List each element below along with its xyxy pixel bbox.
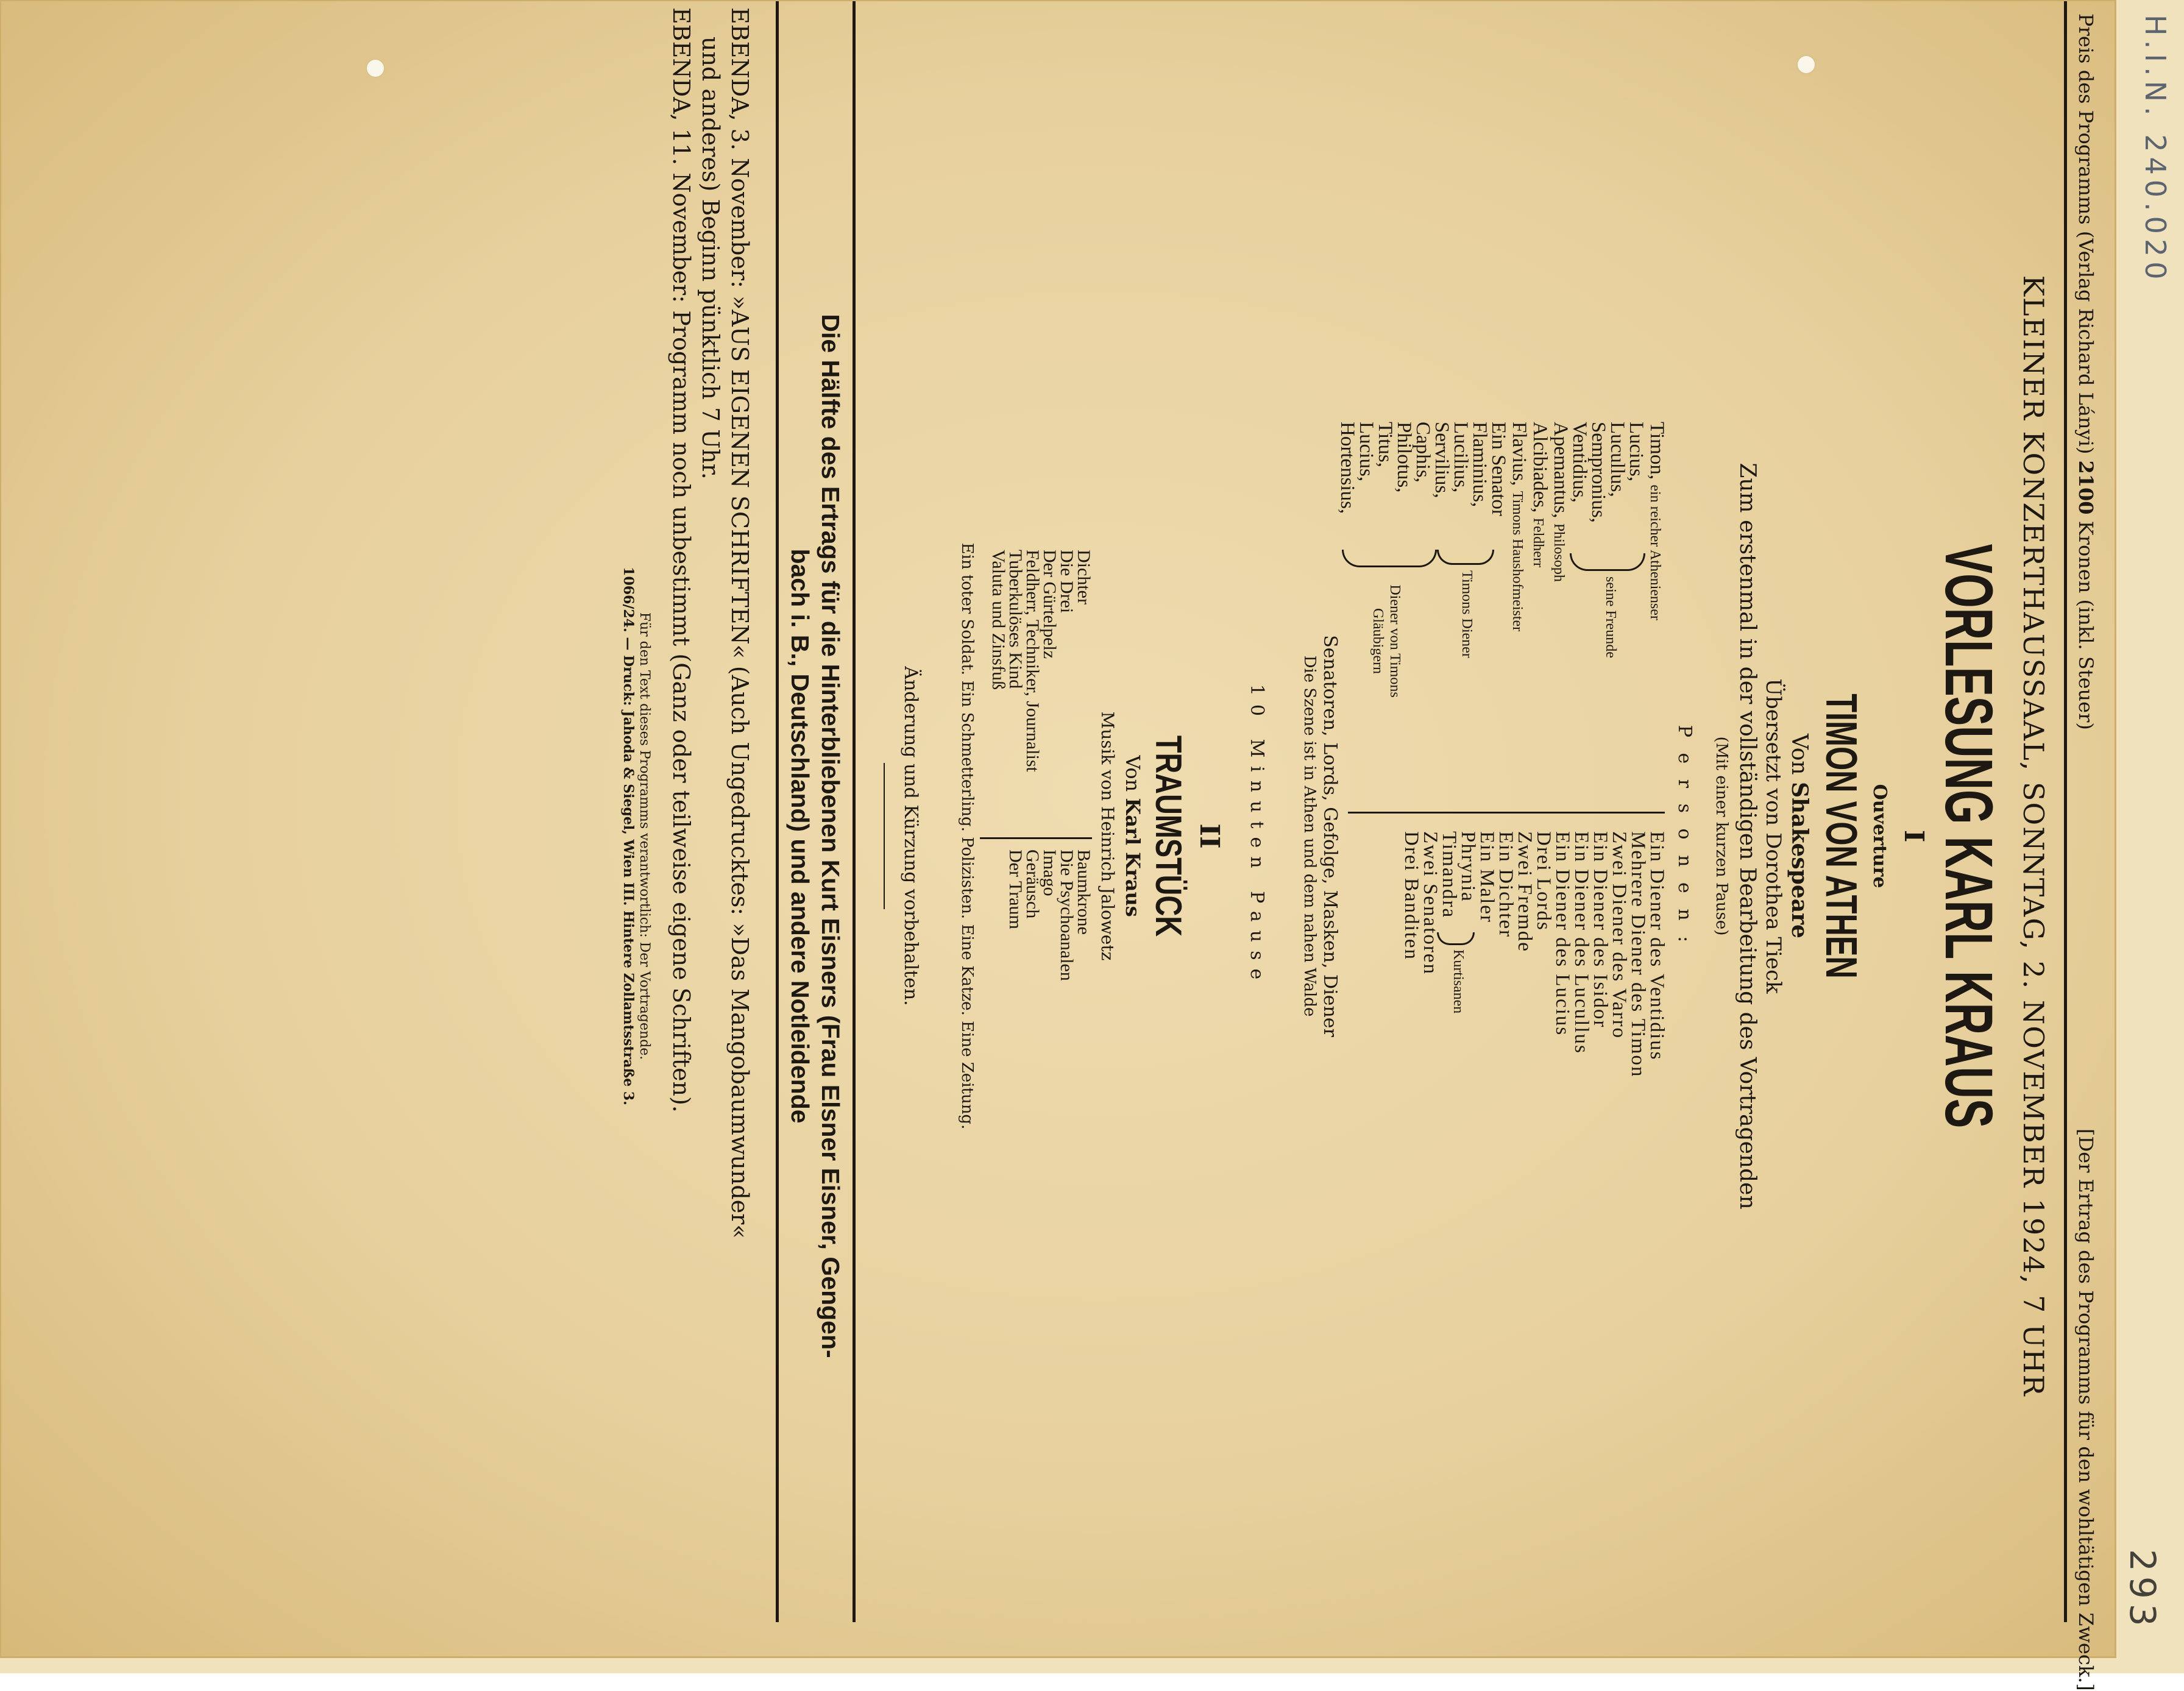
dramatis-right-column — [1402, 831, 1666, 1078]
traum-role: Geräusch — [1023, 849, 1043, 919]
author-name: Shakespeare — [1787, 782, 1812, 938]
premiere-line: Zum erstenmal in der vollständigen Bearbeitung des Vortragenden — [1735, 463, 1760, 1210]
ebenda-2: EBENDA, 11. November: Programm noch unbestimmt (Ganz oder teilweise eigene Schriften). — [668, 7, 695, 1113]
price-suffix: Kronen (inkl. Steuer) — [2074, 520, 2097, 730]
venue-line: KLEINER KONZERTHAUSSAAL, SONNTAG, 2. NOVEMBER 1924, 7 UHR — [2017, 275, 2050, 1397]
benefit-line-1: Die Hälfte des Ertrags für die Hinterbliebenen Kurt Eisners (Frau Elsner Eisner, Gengen- — [817, 314, 845, 1358]
part-one-numeral: I — [1898, 829, 1929, 843]
role-name: Apemantus, — [1550, 422, 1572, 519]
music-line: Musik von Heinrich Jalowetz — [1097, 711, 1118, 961]
role-courtesan: Phrynia — [1457, 831, 1479, 902]
role-creditor-servant: Caphis, — [1412, 422, 1434, 483]
archive-page-number: 293 — [2122, 1549, 2163, 1631]
program-title: VORLESUNG KARL KRAUS — [1931, 544, 2006, 1129]
role-minor: Ein Diener des Isidor — [1589, 831, 1611, 1029]
role-creditor-servant: Philotus, — [1393, 422, 1415, 493]
role-name: Timon, — [1646, 422, 1668, 480]
author-line-shakespeare — [1787, 1, 1812, 1671]
benefit-top-rule — [853, 1, 856, 1622]
price-prefix: Preis des Programms (Verlag Richard Lányi) — [2074, 13, 2097, 455]
role-name: Flavius, — [1508, 422, 1530, 486]
ebenda-1-line-2: und anderes) Beginn pünktlich 7 Uhr. — [697, 37, 724, 480]
role-desc: Timons Haushofmeister — [1509, 491, 1525, 632]
traum-role: Tuberkulöses Kind — [1005, 550, 1026, 689]
scene-line: Die Szene ist in Athen und dem nahen Walde — [1300, 655, 1319, 1017]
creditor-servants-label-1: Diener von Timons — [1387, 584, 1403, 698]
role-timon — [1645, 422, 1666, 631]
footer-line-2: 1066/24. — Druck: Jahoda & Siegel, Wien III. Hintere Zollamtsstraße 3. — [620, 567, 636, 1105]
role-minor: Ein Diener des Ventidius — [1646, 831, 1668, 1061]
brace-creditor-servants — [1342, 550, 1437, 567]
role-servant: Lucilius, — [1450, 422, 1472, 493]
role-creditor-servant: Lucius, — [1355, 422, 1377, 482]
proceeds-note: [Der Ertrag des Programms für den wohltätigen Zweck.] — [2074, 1129, 2097, 1691]
role-friend: Ventidius, — [1569, 422, 1590, 503]
role-courtesan: Timandra — [1438, 831, 1460, 919]
role-minor: Zwei Fremde — [1514, 831, 1536, 952]
traum-role: Imago — [1040, 849, 1060, 896]
role-desc: Philosoph — [1551, 523, 1567, 582]
role-minor: Zwei Diener des Varro — [1608, 831, 1630, 1040]
traum-role: Dichter — [1074, 550, 1094, 604]
traum-role: Der Gürtelpelz — [1040, 550, 1060, 659]
traum-role: Feldherr, Techniker, Journalist — [1023, 550, 1043, 772]
header-rule — [2064, 1, 2067, 1622]
servants-group-label: Timons Diener — [1459, 570, 1475, 658]
traum-role: Die Drei — [1057, 550, 1077, 614]
traum-role: Die Psychoanalen — [1057, 849, 1077, 981]
author-prefix: Von — [1787, 734, 1812, 775]
price-amount: 2100 — [2074, 460, 2097, 515]
role-minor: Drei Lords — [1533, 831, 1555, 931]
role-desc: Feldherr — [1530, 517, 1546, 567]
traum-right-column — [1007, 849, 1092, 981]
role-servant: Flaminius, — [1469, 422, 1491, 508]
price-line — [2074, 13, 2097, 730]
role-minor: Drei Banditen — [1400, 831, 1422, 961]
rotated-program-text — [1, 1, 2116, 1691]
role-minor: Ein Diener des Lucullus — [1570, 831, 1592, 1054]
friends-group-label: seine Freunde — [1603, 576, 1618, 658]
role-creditor-servant: Titus, — [1374, 422, 1396, 467]
overture-label: Ouverture — [1869, 784, 1890, 888]
short-rule — [884, 763, 885, 909]
intermission-line: 10 Minuten Pause — [1246, 684, 1268, 988]
role-minor: Zwei Senatoren — [1419, 831, 1441, 976]
ebenda-1-line-1: EBENDA, 3. November: »AUS EIGENEN SCHRIFTEN« (Auch Ungedrucktes: »Das Mangobaumwunder« — [726, 7, 753, 1239]
traum-left-column — [990, 550, 1092, 772]
dramatis-divider — [1348, 812, 1665, 814]
brace-friends — [1570, 553, 1645, 571]
benefit-bottom-rule — [776, 1, 779, 1622]
translator-line: Übersetzt von Dorothea Tieck — [1761, 678, 1785, 994]
role-minor: Ein Dichter — [1495, 831, 1517, 938]
courtesans-group-label: Kurtisanen — [1450, 949, 1466, 1014]
personen-heading: P e r s o n e n : — [1674, 725, 1695, 948]
traum-role: Der Traum — [1005, 849, 1026, 929]
role-minor: Ein Diener des Lucius — [1551, 831, 1573, 1037]
role-alcibiades — [1528, 422, 1549, 631]
role-flavius — [1508, 422, 1528, 631]
traum-divider — [980, 837, 1092, 839]
extras-line-timon: Senatoren, Lords, Gefolge, Masken, Diener — [1319, 635, 1341, 1037]
play-title-traumstueck: TRAUMSTÜCK — [1148, 735, 1189, 937]
program-sheet — [1, 1, 2172, 1691]
benefit-line-2: bach i. B., Deutschland) und andere Notleidende — [786, 548, 814, 1124]
extras-line-traum: Ein toter Soldat. Ein Schmetterling. Polizisten. Eine Katze. Eine Zeitung. — [958, 542, 976, 1130]
creditor-servants-label-2: Gläubigern — [1370, 608, 1386, 674]
footer-line-1: Für den Text dieses Programms verantwortlich: Der Vortragende. — [637, 612, 652, 1060]
archive-call-number: H.I.N. 240.020 — [2139, 15, 2172, 285]
brace-servants — [1437, 550, 1494, 565]
author-prefix: Von — [1121, 755, 1144, 792]
author-name: Karl Kraus — [1121, 798, 1144, 917]
role-minor: Mehrere Diener des Timon — [1627, 831, 1649, 1078]
role-senator: Ein Senator — [1487, 422, 1509, 516]
role-desc: ein reicher Athenienser — [1647, 484, 1663, 620]
traum-role: Valuta und Zinsfuß — [988, 550, 1009, 690]
role-friend: Sempronius, — [1587, 422, 1609, 523]
traum-role: Baumkrone — [1074, 849, 1094, 935]
role-name: Alcibiades, — [1529, 422, 1551, 513]
play-title-timon: TIMON VON ATHEN — [1817, 693, 1865, 979]
role-friend: Lucius, — [1625, 422, 1647, 482]
role-creditor-servant: Hortensius, — [1336, 422, 1358, 514]
role-apemantus — [1549, 422, 1570, 631]
pause-note: (Mit einer kurzen Pause) — [1712, 736, 1731, 936]
role-servant: Servilius, — [1431, 422, 1453, 498]
role-minor: Ein Maler — [1476, 831, 1498, 923]
author-line-kraus — [1121, 1, 1144, 1671]
changes-note: Änderung und Kürzung vorbehalten. — [900, 666, 921, 1006]
role-friend: Lucullus, — [1606, 422, 1628, 497]
part-two-numeral: II — [1194, 823, 1225, 849]
